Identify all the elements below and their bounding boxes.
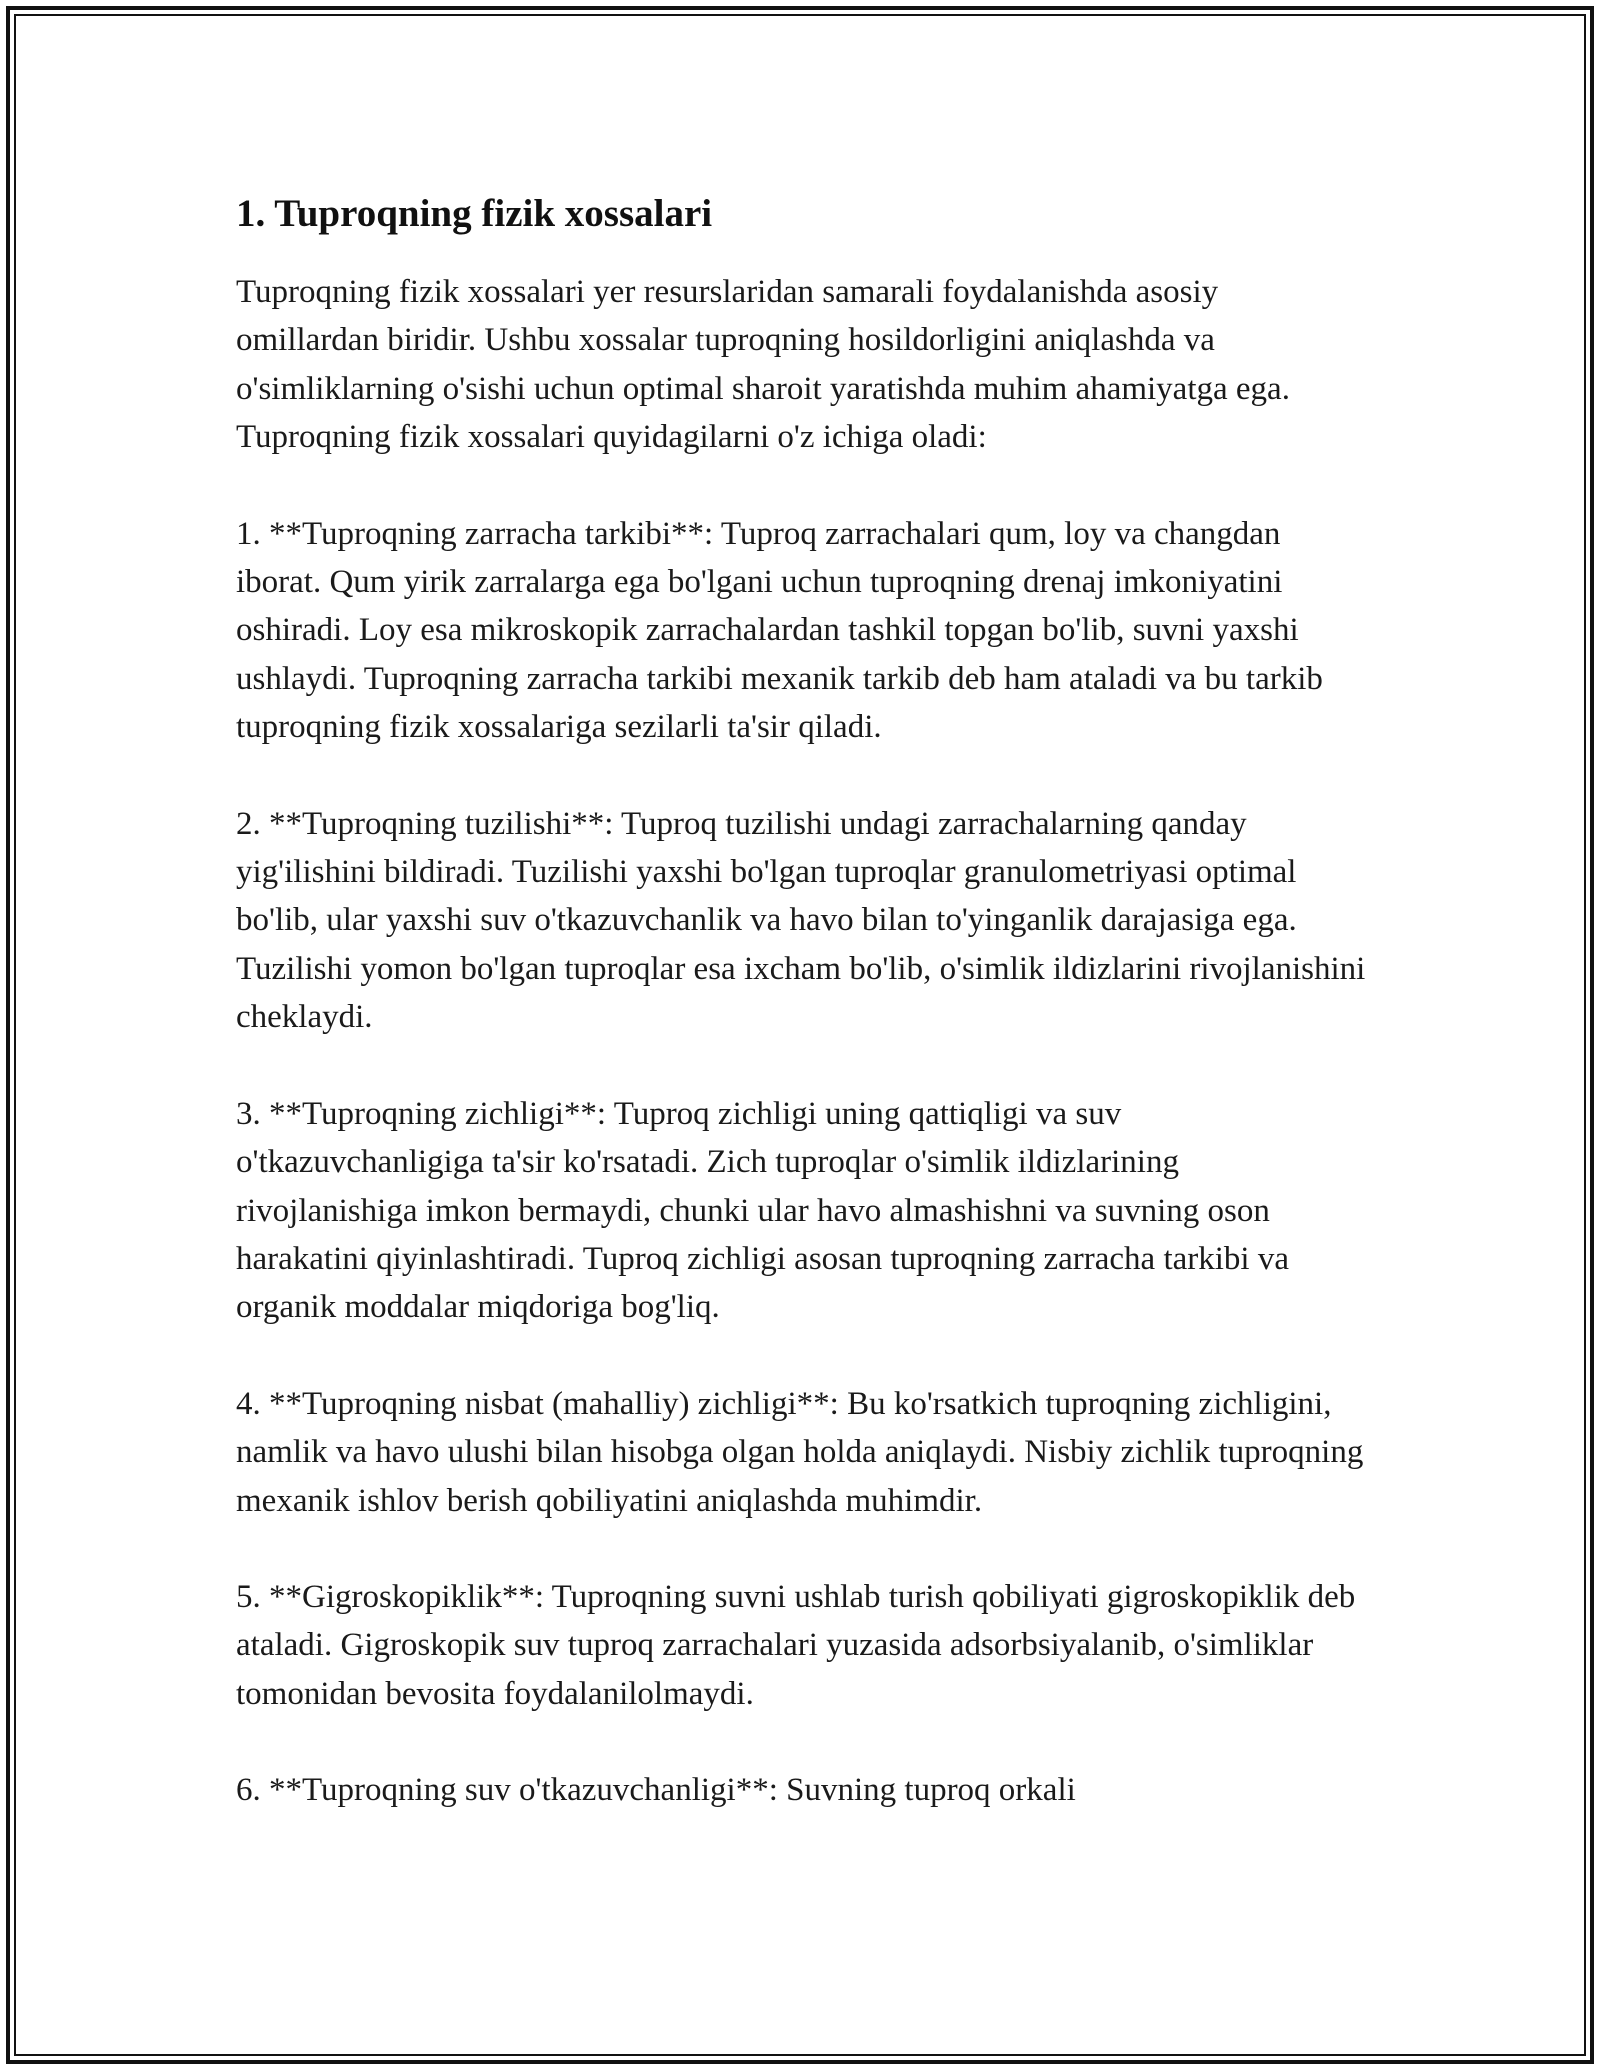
document-body <box>236 186 1366 1863</box>
intro-paragraph: Tuproqning fizik xossalari yer resurslaridan samarali foydalanishda asosiy omillardan biridir. Ushbu xossalar tuproqning hosildorligini aniqlashda va o'simliklarning o'sishi uchun optimal sharoit yaratishda muhim ahamiyatga ega. Tuproqning fizik xossalari quyidagilarni o'z ichiga oladi: <box>236 274 1290 456</box>
list-item-water-permeability: 6. **Tuproqning suv o'tkazuvchanligi**: Suvning tuproq orkali <box>236 1772 1076 1809</box>
list-item-particle-composition: 1. **Tuproqning zarracha tarkibi**: Tuproq zarrachalari qum, loy va changdan iborat. Qum yirik zarralarga ega bo'lgani uchun tuproqning drenaj imkoniyatini oshiradi. Loy esa mikroskopik zarrachalardan tashkil topgan bo'lib, suvni yaxshi ushlaydi. Tuproqning zarracha tarkibi mexanik tarkib deb ham ataladi va bu tarkib tuproqning fizik xossalariga sezilarli ta'sir qiladi. <box>236 515 1323 746</box>
section-heading: 1. Tuproqning fizik xossalari <box>236 192 713 235</box>
list-item-soil-density: 3. **Tuproqning zichligi**: Tuproq zichligi uning qattiqligi va suv o'tkazuvchanligiga ta'sir ko'rsatadi. Zich tuproqlar o'simlik ildizlarining rivojlanishiga imkon bermaydi, chunki ular havo almashishni va suvning oson harakatini qiyinlashtiradi. Tuproq zichligi asosan tuproqning zarracha tarkibi va organik moddalar miqdoriga bog'liq. <box>236 1095 1289 1326</box>
list-item-soil-structure: 2. **Tuproqning tuzilishi**: Tuproq tuzilishi undagi zarrachalarning qanday yig'ilishini bildiradi. Tuzilishi yaxshi bo'lgan tuproqlar granulometriyasi optimal bo'lib, ular yaxshi suv o'tkazuvchanlik va havo bilan to'yinganlik darajasiga ega. Tuzilishi yomon bo'lgan tuproqlar esa ixcham bo'lib, o'simlik ildizlarini rivojlanishini cheklaydi. <box>236 805 1366 1036</box>
list-item-hygroscopicity: 5. **Gigroskopiklik**: Tuproqning suvni ushlab turish qobiliyati gigroskopiklik deb ataladi. Gigroskopik suv tuproq zarrachalari yuzasida adsorbsiyalanib, o'simliklar tomonidan bevosita foydalanilolmaydi. <box>236 1578 1356 1712</box>
list-item-relative-density: 4. **Tuproqning nisbat (mahalliy) zichligi**: Bu ko'rsatkich tuproqning zichligini, namlik va havo ulushi bilan hisobga olgan holda aniqlaydi. Nisbiy zichlik tuproqning mexanik ishlov berish qobiliyatini aniqlashda muhimdir. <box>236 1385 1364 1519</box>
